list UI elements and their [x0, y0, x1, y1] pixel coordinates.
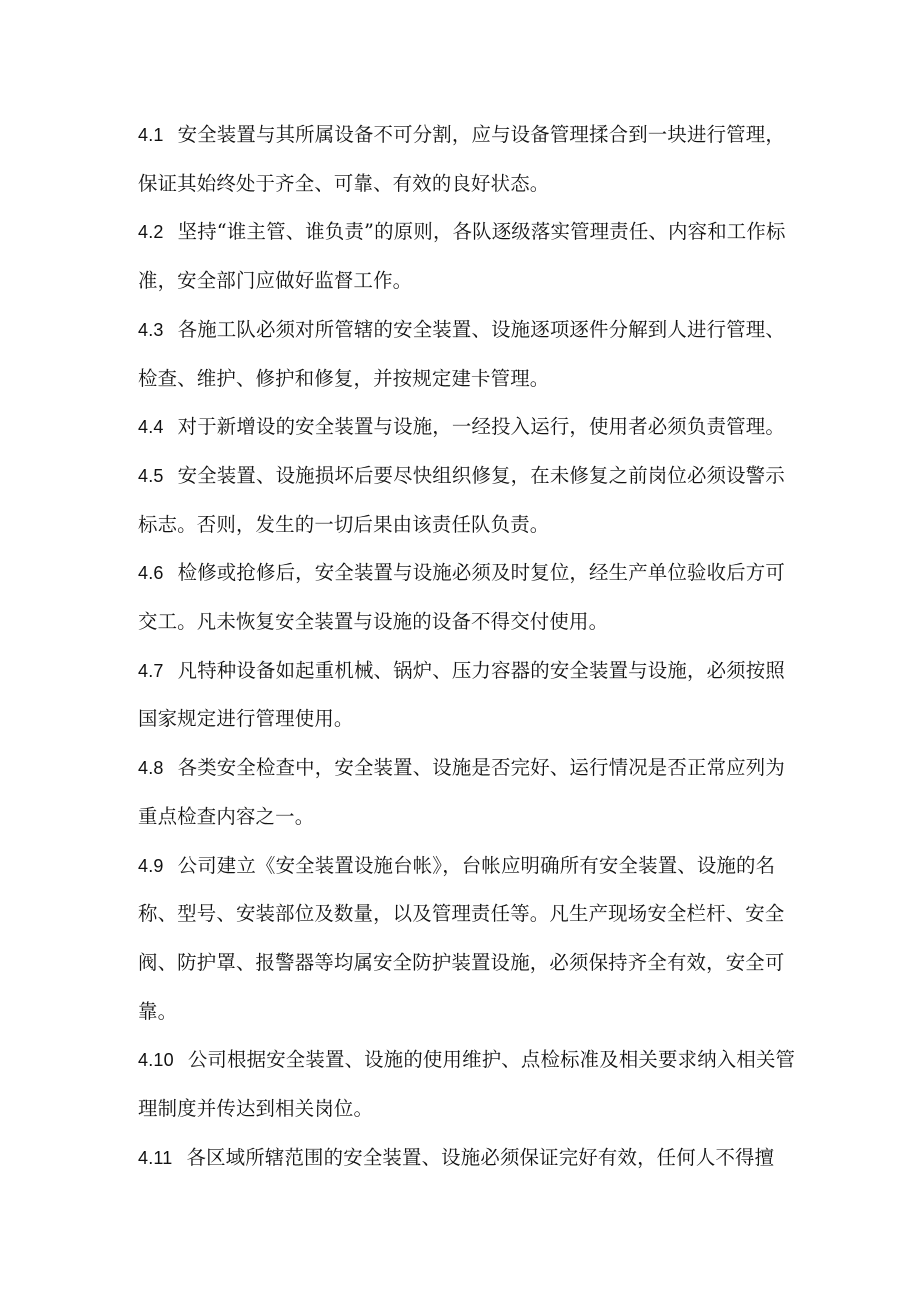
clause-text: 安全装置、设施损坏后要尽快组织修复，在未修复之前岗位必须设警示标志。否则，发生的一切后果由该责任队负责。 — [138, 463, 785, 536]
clause-4-2 — [138, 208, 798, 305]
clause-number: 4.1 — [138, 125, 164, 145]
clause-4-9 — [138, 842, 798, 1037]
clause-text: 公司根据安全装置、设施的使用维护、点检标准及相关要求纳入相关管理制度并传达到相关岗位。 — [138, 1048, 796, 1121]
clause-4-11 — [138, 1134, 798, 1183]
clause-4-7 — [138, 647, 798, 744]
clause-4-5 — [138, 452, 798, 549]
clause-text: 凡特种设备如起重机械、锅炉、压力容器的安全装置与设施，必须按照国家规定进行管理使用。 — [138, 658, 785, 731]
document-page — [138, 111, 798, 1182]
clause-text: 各区域所辖范围的安全装置、设施必须保证完好有效，任何人不得擅 — [186, 1145, 775, 1169]
clause-number: 4.2 — [138, 222, 164, 243]
clause-text: 检修或抢修后，安全装置与设施必须及时复位，经生产单位验收后方可交工。凡未恢复安全装置与设施的设备不得交付使用。 — [138, 561, 785, 634]
clause-4-6 — [138, 549, 798, 646]
clause-text: 对于新增设的安全装置与设施，一经投入运行，使用者必须负责管理。 — [177, 415, 785, 439]
clause-number: 4.11 — [138, 1147, 173, 1168]
clause-4-1 — [138, 111, 798, 208]
clause-4-4 — [138, 403, 798, 452]
clause-number: 4.3 — [138, 319, 164, 340]
clause-4-3 — [138, 306, 798, 403]
clause-text: 坚持“谁主管、谁负责”的原则，各队逐级落实管理责任、内容和工作标准，安全部门应做好监督工作。 — [138, 220, 786, 293]
clause-text: 公司建立《安全装置设施台帐》，台帐应明确所有安全装置、设施的名称、型号、安装部位及数量，以及管理责任等。凡生产现场安全栏杆、安全阀、防护罩、报警器等均属安全防护装置设施，必须保持齐全有效，安全可靠。 — [138, 853, 785, 1023]
clause-number: 4.9 — [138, 855, 164, 876]
clause-number: 4.5 — [138, 465, 164, 486]
clause-text: 各类安全检查中，安全装置、设施是否完好、运行情况是否正常应列为重点检查内容之一。 — [138, 756, 785, 828]
clause-number: 4.8 — [138, 758, 164, 779]
clause-text: 安全装置与其所属设备不可分割，应与设备管理揉合到一块进行管理，保证其始终处于齐全、可靠、有效的良好状态。 — [138, 123, 785, 195]
clause-number: 4.6 — [138, 563, 164, 584]
clause-number: 4.10 — [138, 1050, 174, 1071]
clause-text: 各施工队必须对所管辖的安全装置、设施逐项逐件分解到人进行管理、检查、维护、修护和修复，并按规定建卡管理。 — [138, 317, 785, 390]
clause-number: 4.7 — [138, 660, 164, 681]
clause-4-10 — [138, 1036, 798, 1133]
clause-number: 4.4 — [138, 417, 164, 438]
clause-4-8 — [138, 744, 798, 841]
